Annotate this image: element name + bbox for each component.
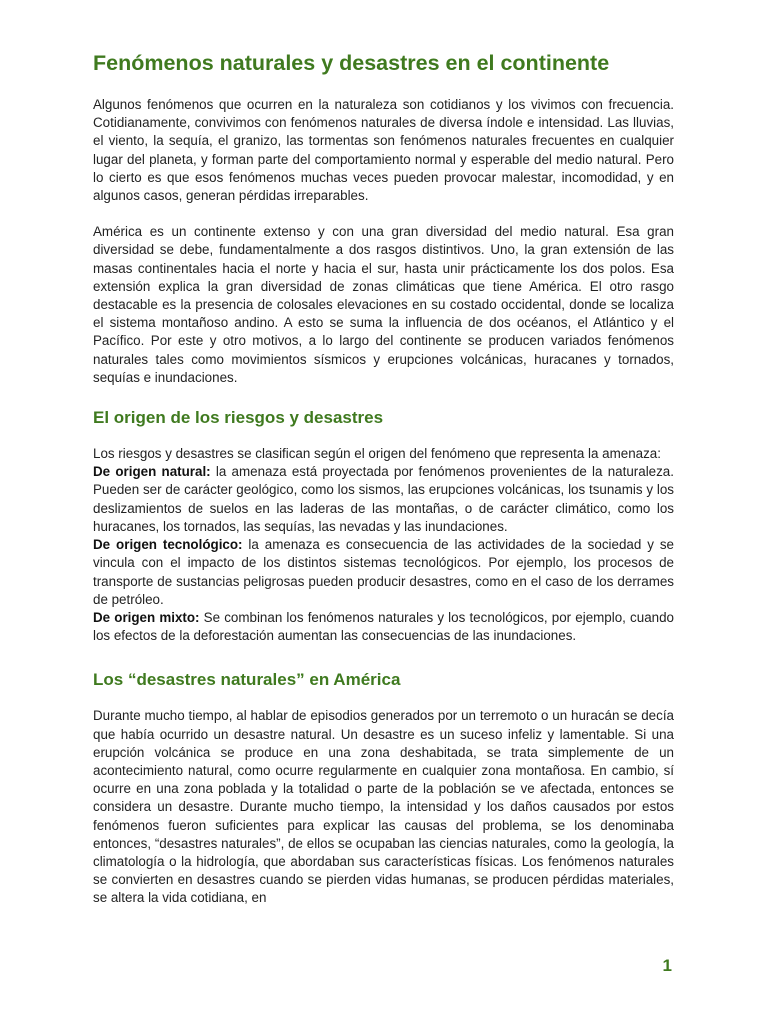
section-origin-lead: Los riesgos y desastres se clasifican según el origen del fenómeno que representa la amenaza:: [93, 446, 661, 462]
origin-item-natural: [93, 463, 674, 536]
origin-item-mixed: [93, 609, 674, 645]
origin-term-natural: De origen natural:: [93, 464, 211, 480]
intro-paragraph-1: Algunos fenómenos que ocurren en la naturaleza son cotidianos y los vivimos con frecuencia. Cotidianamente, convivimos con fenómenos naturales de diversa índole e intensidad. Las lluvias, el viento, la sequía, el granizo, las tormentas son fenómenos naturales frecuentes en cualquier lugar del planeta, y forman parte del comportamiento normal y esperable del medio natural. Pero lo cierto es que esos fenómenos muchas veces pueden provocar malestar, incomodidad, y en algunos casos, generan pérdidas irreparables.: [93, 96, 674, 203]
intro-paragraph-2: América es un continente extenso y con una gran diversidad del medio natural. Esa gran diversidad se debe, fundamentalmente a dos rasgos distintivos. Uno, la gran extensión de las masas continentales hacia el norte y hacia el sur, hasta unir prácticamente los dos polos. Esa extensión explica la gran diversidad de zonas climáticas que tiene América. El otro rasgo destacable es la presencia de colosales elevaciones en su costado occidental, donde se localiza el sistema montañoso andino. A esto se suma la influencia de dos océanos, el Atlántico y el Pacífico. Por este y otro motivos, a lo largo del continente se producen variados fenómenos naturales tales como movimientos sísmicos y erupciones volcánicas, huracanes y tornados, sequías e inundaciones.: [93, 224, 674, 385]
page-number: 1: [662, 956, 672, 975]
section-disasters-paragraph: Durante mucho tiempo, al hablar de episodios generados por un terremoto o un huracán se decía que había ocurrido un desastre natural. Un desastre es un suceso infeliz y lamentable. Si una erupción volcánica se produce en una zona deshabitada, se trata simplemente de un acontecimiento natural, como ocurre regularmente en cualquier zona montañosa. En cambio, sí ocurre en una zona poblada y la totalidad o parte de la población se ve afectada, entonces se considera un desastre. Durante mucho tiempo, la intensidad y los daños causados por estos fenómenos fueron suficientes para explicar las causas del problema, se los denominaba entonces, “desastres naturales”, de ellos se ocupaban las ciencias naturales, como la geología, la climatología o la hidrología, que abordaban sus características físicas. Los fenómenos naturales se convierten en desastres cuando se pierden vidas humanas, se producen pérdidas materiales, se altera la vida cotidiana, en: [93, 708, 674, 906]
document-page: [93, 50, 674, 908]
origin-term-technological: De origen tecnológico:: [93, 537, 243, 553]
origin-text-mixed: Se combinan los fenómenos naturales y los tecnológicos, por ejemplo, cuando los efectos de la deforestación aumentan las consecuencias de las inundaciones.: [93, 609, 674, 644]
section-heading-origin: El origen de los riesgos y desastres: [93, 407, 384, 427]
origin-term-mixed: De origen mixto:: [93, 609, 200, 625]
origin-text-technological: la amenaza es consecuencia de las actividades de la sociedad y se vincula con el impacto de los distintos sistemas tecnológicos. Por ejemplo, los procesos de transporte de sustancias peligrosas pueden producir desastres, como en el caso de los derrames de petróleo.: [93, 537, 674, 607]
origin-text-natural: la amenaza está proyectada por fenómenos provenientes de la naturaleza. Pueden ser de carácter geológico, como los sismos, las erupciones volcánicas, los tsunamis y los deslizamientos de suelos en las laderas de las montañas, o de carácter climático, como los huracanes, los tornados, las sequías, las nevadas y las inundaciones.: [93, 464, 674, 534]
section-heading-disasters: Los “desastres naturales” en América: [93, 670, 401, 690]
page-title: Fenómenos naturales y desastres en el continente: [93, 51, 610, 75]
origin-item-technological: [93, 536, 674, 609]
